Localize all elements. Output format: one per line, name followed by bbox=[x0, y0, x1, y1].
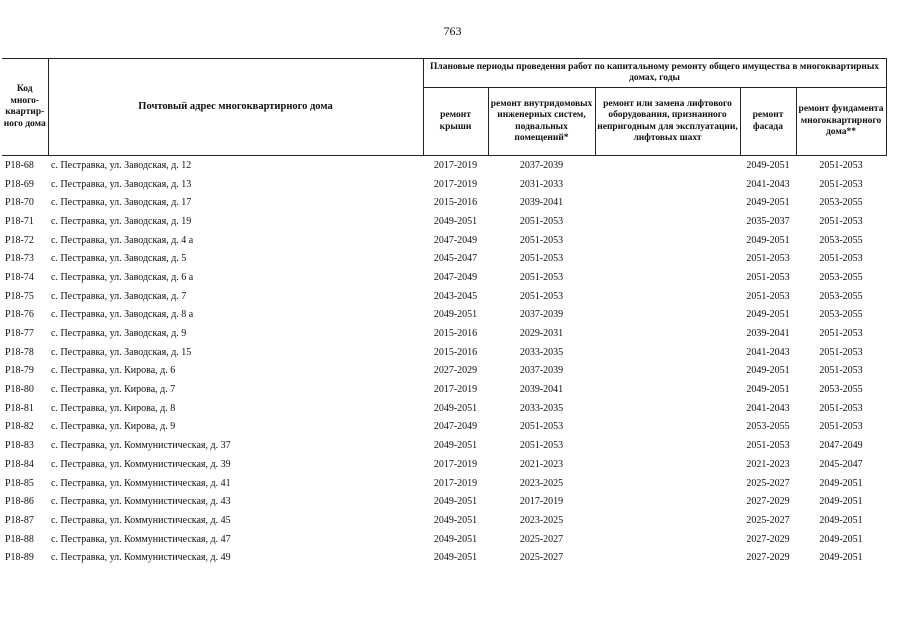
cell-code: P18-89 bbox=[5, 552, 34, 564]
table-row bbox=[2, 362, 886, 381]
cell-systems: 2051-2053 bbox=[519, 253, 564, 265]
cell-foundation: 2053-2055 bbox=[819, 309, 863, 321]
cell-foundation: 2053-2055 bbox=[819, 290, 863, 302]
cell-code: P18-88 bbox=[5, 533, 34, 545]
cell-facade: 2027-2029 bbox=[746, 533, 790, 545]
cell-foundation: 2051-2053 bbox=[819, 365, 863, 377]
cell-foundation: 2051-2053 bbox=[819, 253, 863, 265]
cell-foundation: 2051-2053 bbox=[819, 402, 863, 414]
cell-facade: 2039-2041 bbox=[746, 328, 790, 340]
cell-roof: 2049-2051 bbox=[433, 533, 478, 545]
table-row bbox=[2, 399, 886, 418]
cell-roof: 2049-2051 bbox=[433, 496, 478, 508]
cell-address: с. Пестравка, ул. Кирова, д. 7 bbox=[51, 384, 176, 396]
cell-foundation: 2051-2053 bbox=[819, 328, 863, 340]
cell-elevator bbox=[595, 436, 740, 455]
cell-roof: 2045-2047 bbox=[433, 253, 478, 265]
cell-facade: 2051-2053 bbox=[746, 253, 790, 265]
cell-foundation: 2053-2055 bbox=[819, 271, 863, 283]
cell-roof: 2047-2049 bbox=[433, 271, 478, 283]
table-row bbox=[2, 380, 886, 399]
cell-systems: 2017-2019 bbox=[519, 496, 564, 508]
cell-elevator bbox=[595, 193, 740, 212]
cell-code: P18-81 bbox=[5, 402, 34, 414]
cell-facade: 2027-2029 bbox=[746, 496, 790, 508]
cell-address: с. Пестравка, ул. Кирова, д. 6 bbox=[51, 365, 176, 377]
cell-code: P18-73 bbox=[5, 253, 34, 265]
cell-code: P18-71 bbox=[5, 215, 34, 227]
cell-address: с. Пестравка, ул. Заводская, д. 15 bbox=[51, 346, 192, 358]
cell-roof: 2047-2049 bbox=[433, 234, 478, 246]
cell-elevator bbox=[595, 156, 740, 175]
cell-systems: 2023-2025 bbox=[519, 477, 564, 489]
cell-foundation: 2051-2053 bbox=[819, 178, 863, 190]
cell-address: с. Пестравка, ул. Заводская, д. 12 bbox=[51, 159, 192, 171]
cell-elevator bbox=[595, 343, 740, 362]
table-header bbox=[2, 59, 886, 156]
cell-systems: 2039-2041 bbox=[519, 384, 564, 396]
cell-address: с. Пестравка, ул. Заводская, д. 19 bbox=[51, 215, 192, 227]
cell-code: P18-68 bbox=[5, 159, 34, 171]
cell-foundation: 2049-2051 bbox=[819, 514, 863, 526]
cell-code: P18-85 bbox=[5, 477, 34, 489]
cell-code: P18-75 bbox=[5, 290, 34, 302]
cell-systems: 2029-2031 bbox=[519, 328, 564, 340]
table-row bbox=[2, 175, 886, 194]
cell-systems: 2051-2053 bbox=[519, 215, 564, 227]
cell-address: с. Пестравка, ул. Заводская, д. 4 а bbox=[51, 234, 194, 246]
cell-foundation: 2049-2051 bbox=[819, 496, 863, 508]
cell-systems: 2051-2053 bbox=[519, 421, 564, 433]
cell-facade: 2051-2053 bbox=[746, 440, 790, 452]
cell-address: с. Пестравка, ул. Заводская, д. 9 bbox=[51, 328, 187, 340]
header-elevator: ремонт или замена лифтового оборудования, признанного непригодным для эксплуатации, лифтовых шахт bbox=[595, 88, 740, 156]
cell-address: с. Пестравка, ул. Коммунистическая, д. 43 bbox=[51, 496, 231, 508]
cell-systems: 2051-2053 bbox=[519, 440, 564, 452]
header-systems: ремонт внутридомовых инженерных систем, подвальных помещений* bbox=[488, 88, 595, 156]
cell-foundation: 2053-2055 bbox=[819, 234, 863, 246]
table-row bbox=[2, 193, 886, 212]
cell-elevator bbox=[595, 212, 740, 231]
cell-roof: 2043-2045 bbox=[433, 290, 478, 302]
table-row bbox=[2, 156, 886, 175]
cell-roof: 2017-2019 bbox=[433, 159, 478, 171]
cell-systems: 2037-2039 bbox=[519, 365, 564, 377]
table-body bbox=[2, 156, 886, 568]
cell-roof: 2015-2016 bbox=[433, 346, 478, 358]
cell-code: P18-78 bbox=[5, 346, 34, 358]
table-row bbox=[2, 530, 886, 549]
header-address: Почтовый адрес многоквартирного дома bbox=[48, 59, 423, 156]
cell-roof: 2027-2029 bbox=[433, 365, 478, 377]
cell-address: с. Пестравка, ул. Коммунистическая, д. 37 bbox=[51, 440, 231, 452]
cell-roof: 2049-2051 bbox=[433, 402, 478, 414]
cell-facade: 2025-2027 bbox=[746, 477, 790, 489]
table-row bbox=[2, 418, 886, 437]
cell-elevator bbox=[595, 287, 740, 306]
cell-elevator bbox=[595, 474, 740, 493]
table-row bbox=[2, 249, 886, 268]
cell-roof: 2017-2019 bbox=[433, 458, 478, 470]
cell-facade: 2027-2029 bbox=[746, 552, 790, 564]
cell-systems: 2023-2025 bbox=[519, 514, 564, 526]
cell-roof: 2049-2051 bbox=[433, 552, 478, 564]
header-foundation: ремонт фундамента многоквартирного дома** bbox=[796, 88, 886, 156]
cell-facade: 2053-2055 bbox=[746, 421, 790, 433]
table-row bbox=[2, 212, 886, 231]
cell-roof: 2049-2051 bbox=[433, 514, 478, 526]
header-facade: ремонт фасада bbox=[740, 88, 796, 156]
cell-systems: 2051-2053 bbox=[519, 271, 564, 283]
cell-code: P18-74 bbox=[5, 271, 34, 283]
cell-systems: 2025-2027 bbox=[519, 552, 564, 564]
cell-facade: 2041-2043 bbox=[746, 402, 790, 414]
cell-address: с. Пестравка, ул. Заводская, д. 17 bbox=[51, 197, 192, 209]
cell-systems: 2039-2041 bbox=[519, 197, 564, 209]
cell-facade: 2021-2023 bbox=[746, 458, 790, 470]
table-row bbox=[2, 268, 886, 287]
table-row bbox=[2, 306, 886, 325]
table-row bbox=[2, 492, 886, 511]
table-row bbox=[2, 343, 886, 362]
cell-facade: 2041-2043 bbox=[746, 178, 790, 190]
cell-foundation: 2051-2053 bbox=[819, 346, 863, 358]
cell-foundation: 2045-2047 bbox=[819, 458, 863, 470]
table-row bbox=[2, 231, 886, 250]
cell-facade: 2049-2051 bbox=[746, 197, 790, 209]
cell-elevator bbox=[595, 306, 740, 325]
cell-address: с. Пестравка, ул. Коммунистическая, д. 47 bbox=[51, 533, 231, 545]
cell-address: с. Пестравка, ул. Коммунистическая, д. 45 bbox=[51, 514, 231, 526]
cell-address: с. Пестравка, ул. Коммунистическая, д. 39 bbox=[51, 458, 231, 470]
page-number: 763 bbox=[443, 24, 462, 38]
cell-elevator bbox=[595, 418, 740, 437]
table-row bbox=[2, 548, 886, 567]
cell-code: P18-87 bbox=[5, 514, 34, 526]
cell-facade: 2049-2051 bbox=[746, 309, 790, 321]
cell-systems: 2031-2033 bbox=[519, 178, 564, 190]
cell-code: P18-72 bbox=[5, 234, 34, 246]
cell-roof: 2015-2016 bbox=[433, 197, 478, 209]
cell-roof: 2049-2051 bbox=[433, 440, 478, 452]
cell-facade: 2025-2027 bbox=[746, 514, 790, 526]
cell-code: P18-80 bbox=[5, 384, 34, 396]
cell-facade: 2035-2037 bbox=[746, 215, 790, 227]
cell-elevator bbox=[595, 231, 740, 250]
cell-address: с. Пестравка, ул. Заводская, д. 5 bbox=[51, 253, 187, 265]
table-row bbox=[2, 436, 886, 455]
cell-facade: 2049-2051 bbox=[746, 365, 790, 377]
cell-address: с. Пестравка, ул. Кирова, д. 9 bbox=[51, 421, 176, 433]
cell-elevator bbox=[595, 380, 740, 399]
cell-elevator bbox=[595, 175, 740, 194]
cell-systems: 2033-2035 bbox=[519, 346, 564, 358]
header-roof: ремонт крыши bbox=[423, 88, 488, 156]
cell-elevator bbox=[595, 492, 740, 511]
cell-systems: 2037-2039 bbox=[519, 309, 564, 321]
header-group: Плановые периоды проведения работ по капитальному ремонту общего имущества в многоквартирных домах, годы bbox=[423, 59, 886, 88]
header-code: Код много-квартир-ного дома bbox=[2, 59, 48, 156]
cell-foundation: 2051-2053 bbox=[819, 421, 863, 433]
cell-code: P18-77 bbox=[5, 328, 34, 340]
table-row bbox=[2, 511, 886, 530]
cell-foundation: 2051-2053 bbox=[819, 215, 863, 227]
cell-facade: 2049-2051 bbox=[746, 234, 790, 246]
table-row bbox=[2, 474, 886, 493]
cell-roof: 2049-2051 bbox=[433, 309, 478, 321]
cell-systems: 2037-2039 bbox=[519, 159, 564, 171]
cell-systems: 2051-2053 bbox=[519, 234, 564, 246]
cell-elevator bbox=[595, 249, 740, 268]
table-row bbox=[2, 287, 886, 306]
cell-foundation: 2047-2049 bbox=[819, 440, 863, 452]
cell-systems: 2021-2023 bbox=[519, 458, 564, 470]
cell-elevator bbox=[595, 530, 740, 549]
repair-schedule-table bbox=[2, 58, 887, 567]
cell-elevator bbox=[595, 399, 740, 418]
cell-systems: 2033-2035 bbox=[519, 402, 564, 414]
cell-address: с. Пестравка, ул. Заводская, д. 8 а bbox=[51, 309, 194, 321]
cell-facade: 2051-2053 bbox=[746, 290, 790, 302]
cell-elevator bbox=[595, 455, 740, 474]
cell-foundation: 2053-2055 bbox=[819, 197, 863, 209]
cell-code: P18-86 bbox=[5, 496, 34, 508]
cell-elevator bbox=[595, 268, 740, 287]
cell-code: P18-70 bbox=[5, 197, 34, 209]
cell-roof: 2049-2051 bbox=[433, 215, 478, 227]
cell-address: с. Пестравка, ул. Заводская, д. 6 а bbox=[51, 271, 194, 283]
table-row bbox=[2, 455, 886, 474]
cell-foundation: 2053-2055 bbox=[819, 384, 863, 396]
cell-code: P18-84 bbox=[5, 458, 34, 470]
cell-foundation: 2049-2051 bbox=[819, 477, 863, 489]
cell-facade: 2049-2051 bbox=[746, 384, 790, 396]
cell-code: P18-83 bbox=[5, 440, 34, 452]
cell-elevator bbox=[595, 548, 740, 567]
cell-address: с. Пестравка, ул. Кирова, д. 8 bbox=[51, 402, 176, 414]
cell-roof: 2017-2019 bbox=[433, 178, 478, 190]
cell-roof: 2015-2016 bbox=[433, 328, 478, 340]
cell-elevator bbox=[595, 511, 740, 530]
cell-roof: 2017-2019 bbox=[433, 477, 478, 489]
cell-facade: 2041-2043 bbox=[746, 346, 790, 358]
cell-code: P18-69 bbox=[5, 178, 34, 190]
cell-elevator bbox=[595, 324, 740, 343]
table-row bbox=[2, 324, 886, 343]
cell-foundation: 2049-2051 bbox=[819, 552, 863, 564]
cell-elevator bbox=[595, 362, 740, 381]
cell-address: с. Пестравка, ул. Заводская, д. 7 bbox=[51, 290, 187, 302]
cell-roof: 2047-2049 bbox=[433, 421, 478, 433]
cell-facade: 2051-2053 bbox=[746, 271, 790, 283]
cell-address: с. Пестравка, ул. Коммунистическая, д. 49 bbox=[51, 552, 231, 564]
cell-facade: 2049-2051 bbox=[746, 159, 790, 171]
cell-foundation: 2051-2053 bbox=[819, 159, 863, 171]
cell-systems: 2025-2027 bbox=[519, 533, 564, 545]
cell-address: с. Пестравка, ул. Коммунистическая, д. 41 bbox=[51, 477, 231, 489]
cell-address: с. Пестравка, ул. Заводская, д. 13 bbox=[51, 178, 192, 190]
cell-foundation: 2049-2051 bbox=[819, 533, 863, 545]
cell-roof: 2017-2019 bbox=[433, 384, 478, 396]
cell-code: P18-79 bbox=[5, 365, 34, 377]
cell-code: P18-76 bbox=[5, 309, 34, 321]
cell-code: P18-82 bbox=[5, 421, 34, 433]
cell-systems: 2051-2053 bbox=[519, 290, 564, 302]
